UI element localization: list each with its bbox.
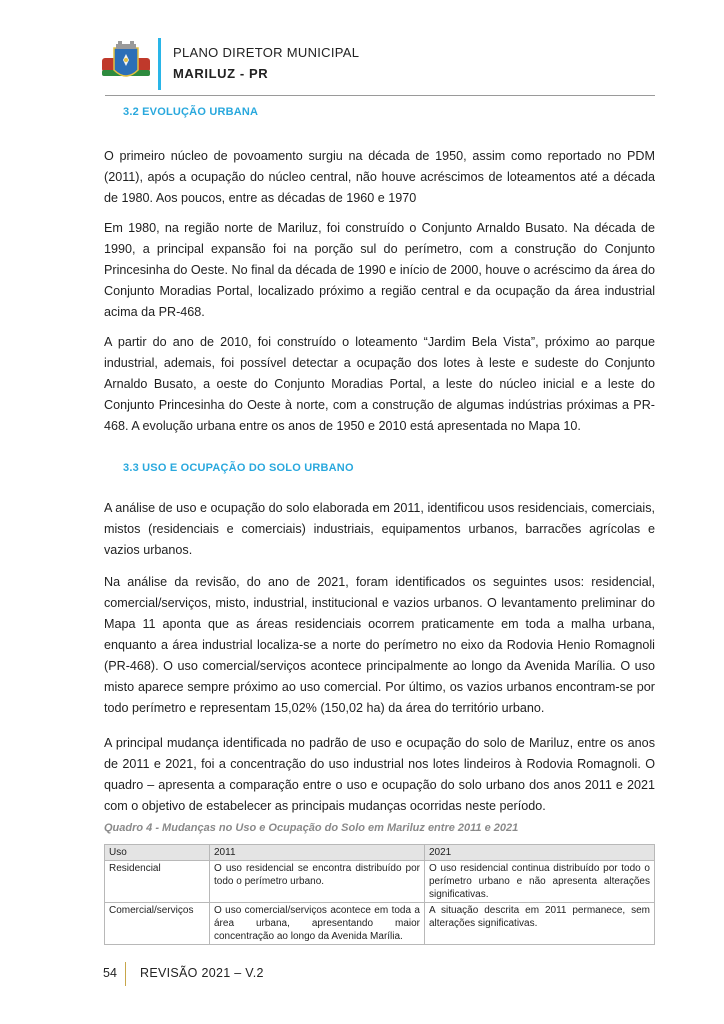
paragraph: A principal mudança identificada no padrão de uso e ocupação do solo de Mariluz, entre os anos de 2011 e 2021, foi a concentração do uso industrial nos lotes lindeiros à Rodovia Romagnoli. O quadro – apresenta a comparação entre o uso e ocupação do solo urbano dos anos 2011 e 2021 com o objetivo de estabelecer as principais mudanças ocorridas neste período. bbox=[104, 736, 655, 813]
table-cell: Residencial bbox=[105, 861, 210, 903]
comparison-table bbox=[104, 844, 655, 945]
table-cell: O uso residencial continua distribuído por todo o perímetro urbano e não apresenta alterações significativas. bbox=[425, 861, 655, 903]
section-heading: 3.3 USO E OCUPAÇÃO DO SOLO URBANO bbox=[123, 462, 354, 474]
column-header: 2021 bbox=[425, 845, 655, 861]
table-header-row bbox=[105, 845, 655, 861]
header-subtitle: MARILUZ - PR bbox=[173, 66, 269, 81]
page-header bbox=[100, 36, 660, 96]
section-heading: 3.2 EVOLUÇÃO URBANA bbox=[123, 106, 259, 118]
table-cell: O uso residencial se encontra distribuído por todo o perímetro urbano. bbox=[210, 861, 425, 903]
header-title: PLANO DIRETOR MUNICIPAL bbox=[173, 45, 360, 60]
column-header: Uso bbox=[105, 845, 210, 861]
column-header: 2011 bbox=[210, 845, 425, 861]
paragraph: Em 1980, na região norte de Mariluz, foi construído o Conjunto Arnaldo Busato. Na década de 1990, a principal expansão foi na porção sul do perímetro, com a construção do Conjunto Princesinha do Oeste. No final da década de 1990 e início de 2000, houve o acréscimo da área do Conjunto Moradias Portal, localizado próximo a região central e da ocupação da área industrial acima da PR-468. bbox=[104, 221, 655, 319]
table-cell: O uso comercial/serviços acontece em toda a área urbana, apresentando maior concentração ao longo da Avenida Marília. bbox=[210, 903, 425, 945]
municipal-crest-icon bbox=[100, 40, 152, 88]
footer-divider bbox=[125, 962, 126, 986]
table-cell: Comercial/serviços bbox=[105, 903, 210, 945]
paragraph: A partir do ano de 2010, foi construído o loteamento “Jardim Bela Vista”, próximo ao parque industrial, ademais, foi possível detectar a ocupação dos lotes à leste e sudeste do Conjunto Arnaldo Busato, a oeste do Conjunto Moradias Portal, a leste do núcleo inicial e a leste do Conjunto Princesinha do Oeste à norte, com a construção de algumas indústrias próximas a PR-468. A evolução urbana entre os anos de 1950 e 2010 está apresentada no Mapa 10. bbox=[104, 335, 655, 433]
header-divider bbox=[105, 95, 655, 96]
table-row bbox=[105, 861, 655, 903]
paragraph: O primeiro núcleo de povoamento surgiu na década de 1950, assim como reportado no PDM (2011), após a ocupação do núcleo central, não houve acréscimos de loteamentos até a década de 1980. Aos poucos, entre as décadas de 1960 e 1970 bbox=[104, 149, 655, 205]
paragraph: A análise de uso e ocupação do solo elaborada em 2011, identificou usos residenciais, comerciais, mistos (residenciais e comerciais) industriais, equipamentos urbanos, barracões agrícolas e vazios urbanos. bbox=[104, 501, 655, 557]
revision-label: REVISÃO 2021 – V.2 bbox=[140, 966, 264, 980]
paragraph: Na análise da revisão, do ano de 2021, foram identificados os seguintes usos: residencial, comercial/serviços, misto, industrial, institucional e vazios urbanos. O levantamento preliminar do Mapa 11 aponta que as áreas residenciais ocorrem praticamente em toda a malha urbana, enquanto a área industrial localiza-se a norte do perímetro no eixo da Rodovia Henio Romagnoli (PR-468). O uso comercial/serviços acontece principalmente ao longo da Avenida Marília. O uso misto aparece sempre próximo ao uso comercial. Por último, os vazios urbanos encontram-se por todo perímetro e representam 15,02% (150,02 ha) da área do território urbano. bbox=[104, 575, 655, 715]
table-row bbox=[105, 903, 655, 945]
table-cell: A situação descrita em 2011 permanece, sem alterações significativas. bbox=[425, 903, 655, 945]
table-caption: Quadro 4 - Mudanças no Uso e Ocupação do Solo em Mariluz entre 2011 e 2021 bbox=[104, 822, 519, 834]
header-vertical-rule bbox=[158, 38, 161, 90]
page-number: 54 bbox=[103, 966, 117, 980]
